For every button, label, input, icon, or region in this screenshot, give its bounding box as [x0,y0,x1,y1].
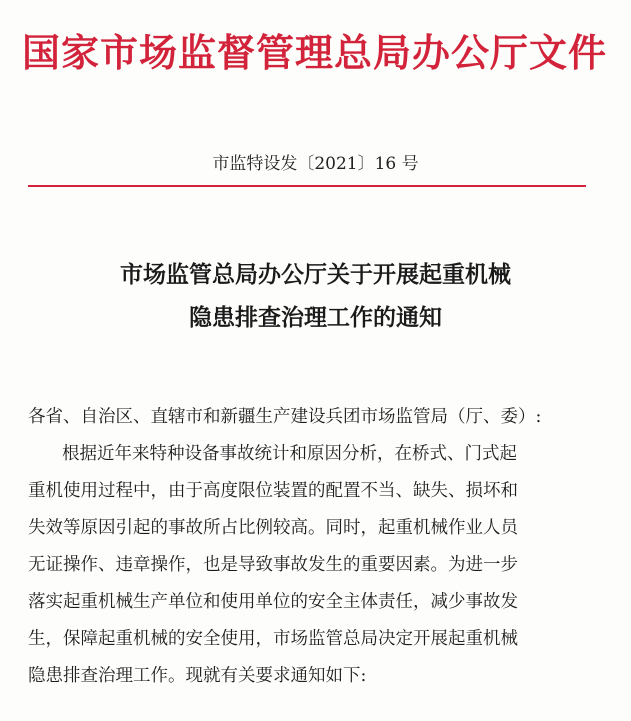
paragraph-line: 重机使用过程中，由于高度限位装置的配置不当、缺失、损坏和 [28,481,518,501]
paragraph-line: 隐患排查治理工作。现就有关要求通知如下: [28,666,367,686]
paragraph-line: 无证操作、违章操作，也是导致事故发生的重要因素。为进一步 [28,555,518,575]
notice-title-line-1: 市场监管总局办公厅关于开展起重机械 [120,262,511,288]
paragraph-line: 失效等原因引起的事故所占比例较高。同时，起重机械作业人员 [28,518,518,538]
notice-title-line-2: 隐患排查治理工作的通知 [189,305,442,331]
issuing-office-header: 国家市场监督管理总局办公厅文件 [22,30,608,75]
paragraph-line: 生，保障起重机械的安全使用，市场监管总局决定开展起重机械 [28,629,518,649]
paragraph-line: 落实起重机械生产单位和使用单位的安全主体责任，减少事故发 [28,592,518,612]
red-divider-line [28,185,586,187]
paragraph-line: 根据近年来特种设备事故统计和原因分析，在桥式、门式起 [62,444,517,464]
salutation: 各省、自治区、直辖市和新疆生产建设兵团市场监管局（厅、委）: [28,407,542,427]
document-number: 市监特设发〔2021〕16 号 [212,154,419,174]
